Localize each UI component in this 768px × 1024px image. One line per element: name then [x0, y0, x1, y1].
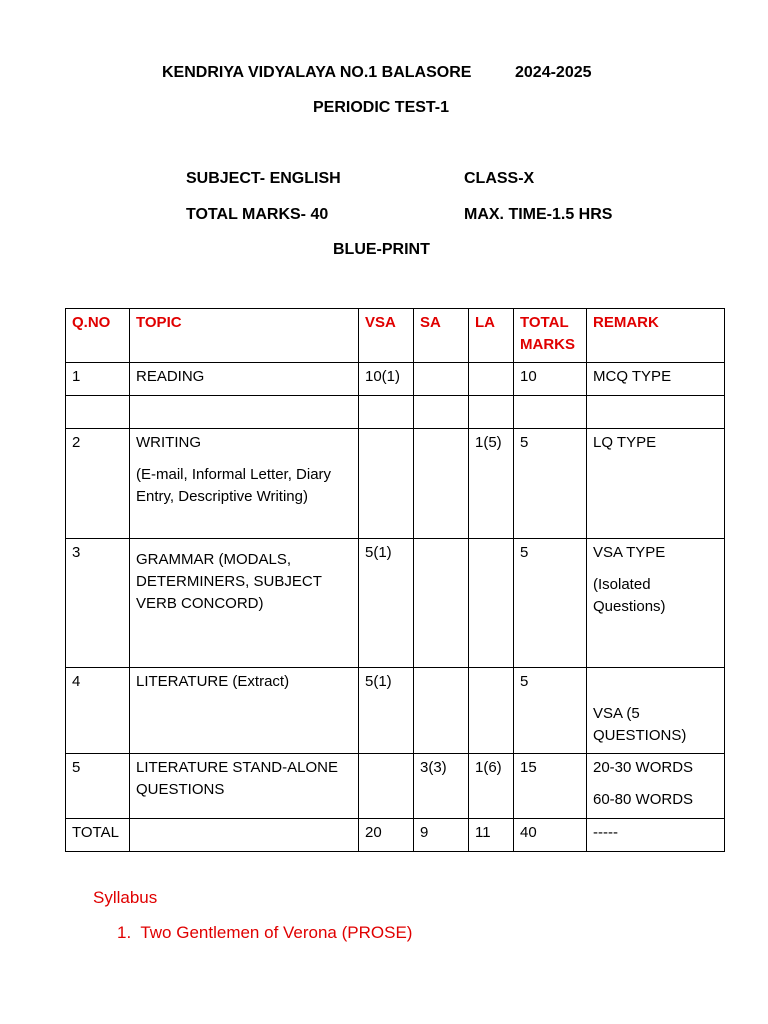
remark-detail: (Isolated Questions): [593, 576, 666, 615]
school-name: KENDRIYA VIDYALAYA NO.1 BALASORE: [162, 64, 472, 81]
cell-vsa: [359, 396, 414, 429]
cell-qno: 1: [66, 363, 130, 396]
cell-vsa: 5(1): [359, 668, 414, 754]
topic-detail: (E-mail, Informal Letter, Diary Entry, Descriptive Writing): [136, 466, 332, 505]
cell-total: 40: [514, 819, 587, 852]
session-year: 2024-2025: [515, 64, 592, 81]
table-row-total: [66, 819, 725, 852]
remark-title: VSA (5 QUESTIONS): [593, 705, 687, 744]
header-sa: SA: [414, 309, 469, 363]
cell-topic: [130, 429, 359, 539]
remark-detail: 60-80 WORDS: [593, 791, 694, 808]
cell-topic: [130, 819, 359, 852]
cell-qno: 4: [66, 668, 130, 754]
syllabus-heading: Syllabus: [93, 888, 158, 907]
cell-topic: [130, 539, 359, 668]
cell-la: [469, 539, 514, 668]
remark-title: 20-30 WORDS: [593, 759, 694, 776]
syllabus-item-text: Two Gentlemen of Verona (PROSE): [140, 923, 413, 942]
cell-total: 5: [514, 539, 587, 668]
cell-la: 1(5): [469, 429, 514, 539]
cell-vsa: 20: [359, 819, 414, 852]
cell-sa: 3(3): [414, 754, 469, 819]
cell-la: 11: [469, 819, 514, 852]
cell-total: 15: [514, 754, 587, 819]
cell-la: 1(6): [469, 754, 514, 819]
max-time-label: MAX. TIME-1.5 HRS: [464, 206, 613, 223]
cell-qno: TOTAL: [66, 819, 130, 852]
cell-sa: 9: [414, 819, 469, 852]
test-title: PERIODIC TEST-1: [313, 99, 450, 116]
header-qno: Q.NO: [66, 309, 130, 363]
cell-total: 10: [514, 363, 587, 396]
cell-sa: [414, 539, 469, 668]
cell-remark: LQ TYPE: [587, 429, 725, 539]
cell-qno: 2: [66, 429, 130, 539]
cell-topic: LITERATURE STAND-ALONE QUESTIONS: [130, 754, 359, 819]
cell-qno: 3: [66, 539, 130, 668]
cell-remark: [587, 396, 725, 429]
cell-qno: [66, 396, 130, 429]
header-remark: REMARK: [587, 309, 725, 363]
blueprint-title: BLUE-PRINT: [333, 241, 430, 258]
blueprint-table: [65, 308, 725, 852]
cell-remark: MCQ TYPE: [587, 363, 725, 396]
cell-remark: [587, 539, 725, 668]
cell-remark: -----: [587, 819, 725, 852]
table-row: [66, 668, 725, 754]
cell-la: [469, 396, 514, 429]
header-vsa: VSA: [359, 309, 414, 363]
header-total-marks: TOTAL MARKS: [514, 309, 587, 363]
cell-sa: [414, 363, 469, 396]
topic-title: WRITING: [136, 434, 201, 451]
cell-qno: 5: [66, 754, 130, 819]
cell-topic: READING: [130, 363, 359, 396]
cell-vsa: 5(1): [359, 539, 414, 668]
cell-sa: [414, 429, 469, 539]
class-label: CLASS-X: [464, 170, 535, 187]
table-row: [66, 539, 725, 668]
cell-remark: [587, 668, 725, 754]
topic-title: GRAMMAR (MODALS, DETERMINERS, SUBJECT VERB CONCORD): [136, 551, 322, 612]
cell-total: 5: [514, 429, 587, 539]
cell-la: [469, 363, 514, 396]
cell-total: [514, 396, 587, 429]
cell-la: [469, 668, 514, 754]
table-row: [66, 754, 725, 819]
cell-sa: [414, 396, 469, 429]
table-row: [66, 363, 725, 396]
cell-vsa: [359, 429, 414, 539]
cell-vsa: [359, 754, 414, 819]
table-header-row: [66, 309, 725, 363]
syllabus-item: [117, 923, 412, 943]
subject-label: SUBJECT- ENGLISH: [186, 170, 341, 187]
cell-topic: LITERATURE (Extract): [130, 668, 359, 754]
header-topic: TOPIC: [130, 309, 359, 363]
syllabus-item-number: 1.: [117, 923, 132, 942]
header-la: LA: [469, 309, 514, 363]
table-row: [66, 429, 725, 539]
cell-total: 5: [514, 668, 587, 754]
cell-vsa: 10(1): [359, 363, 414, 396]
cell-topic: [130, 396, 359, 429]
table-row: [66, 396, 725, 429]
cell-remark: [587, 754, 725, 819]
total-marks-label: TOTAL MARKS- 40: [186, 206, 329, 223]
remark-title: VSA TYPE: [593, 544, 666, 561]
cell-sa: [414, 668, 469, 754]
